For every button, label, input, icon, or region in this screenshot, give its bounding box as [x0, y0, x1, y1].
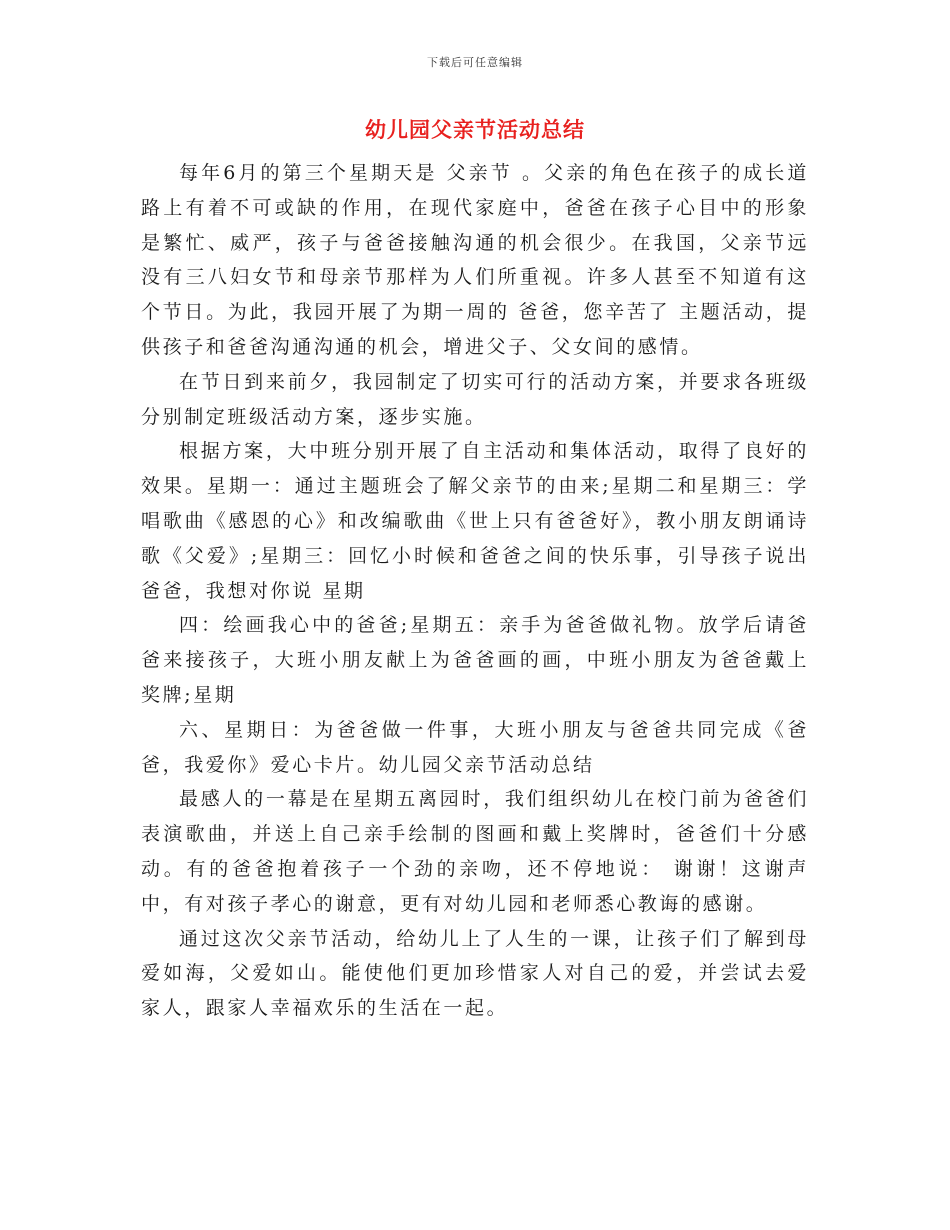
document-body [141, 156, 809, 1026]
paragraph-thursday-friday: 四：绘画我心中的爸爸;星期五：亲手为爸爸做礼物。放学后请爸爸来接孩子，大班小朋友献上为爸爸画的画，中班小朋友为爸爸戴上奖牌;星期 [141, 614, 809, 706]
paragraph-moving-moment: 最感人的一幕是在星期五离园时，我们组织幼儿在校门前为爸爸们表演歌曲，并送上自己亲手绘制的图画和戴上奖牌时，爸爸们十分感动。有的爸爸抱着孩子一个劲的亲吻，还不停地说： 谢谢！这谢声中，有对孩子孝心的谢意，更有对幼儿园和老师悉心教诲的感谢。 [141, 788, 809, 915]
header-note: 下载后可任意编辑 [427, 56, 523, 69]
paragraph-conclusion: 通过这次父亲节活动，给幼儿上了人生的一课，让孩子们了解到母爱如海，父爱如山。能使他们更加珍惜家人对自己的爱，并尝试去爱家人，跟家人幸福欢乐的生活在一起。 [141, 927, 809, 1020]
paragraph-intro: 每年6月的第三个星期天是 父亲节 。父亲的角色在孩子的成长道路上有着不可或缺的作用，在现代家庭中，爸爸在孩子心目中的形象是繁忙、威严，孩子与爸爸接触沟通的机会很少。在我国，父亲节远没有三八妇女节和母亲节那样为人们所重视。许多人甚至不知道有这个节日。为此，我园开展了为期一周的 爸爸，您辛苦了 主题活动，提供孩子和爸爸沟通沟通的机会，增进父子、父女间的感情。 [141, 162, 809, 358]
paragraph-weekend: 六、星期日：为爸爸做一件事，大班小朋友与爸爸共同完成《爸爸，我爱你》爱心卡片。幼儿园父亲节活动总结 [141, 718, 809, 776]
paragraph-schedule: 根据方案，大中班分别开展了自主活动和集体活动，取得了良好的效果。星期一：通过主题班会了解父亲节的由来;星期二和星期三：学唱歌曲《感恩的心》和改编歌曲《世上只有爸爸好》，教小朋友朗诵诗歌《父爱》;星期三：回忆小时候和爸爸之间的快乐事，引导孩子说出 爸爸，我想对你说 星期 [141, 440, 809, 602]
paragraph-preparation: 在节日到来前夕，我园制定了切实可行的活动方案，并要求各班级分别制定班级活动方案，逐步实施。 [141, 370, 809, 428]
page-title: 幼儿园父亲节活动总结 [365, 117, 585, 142]
